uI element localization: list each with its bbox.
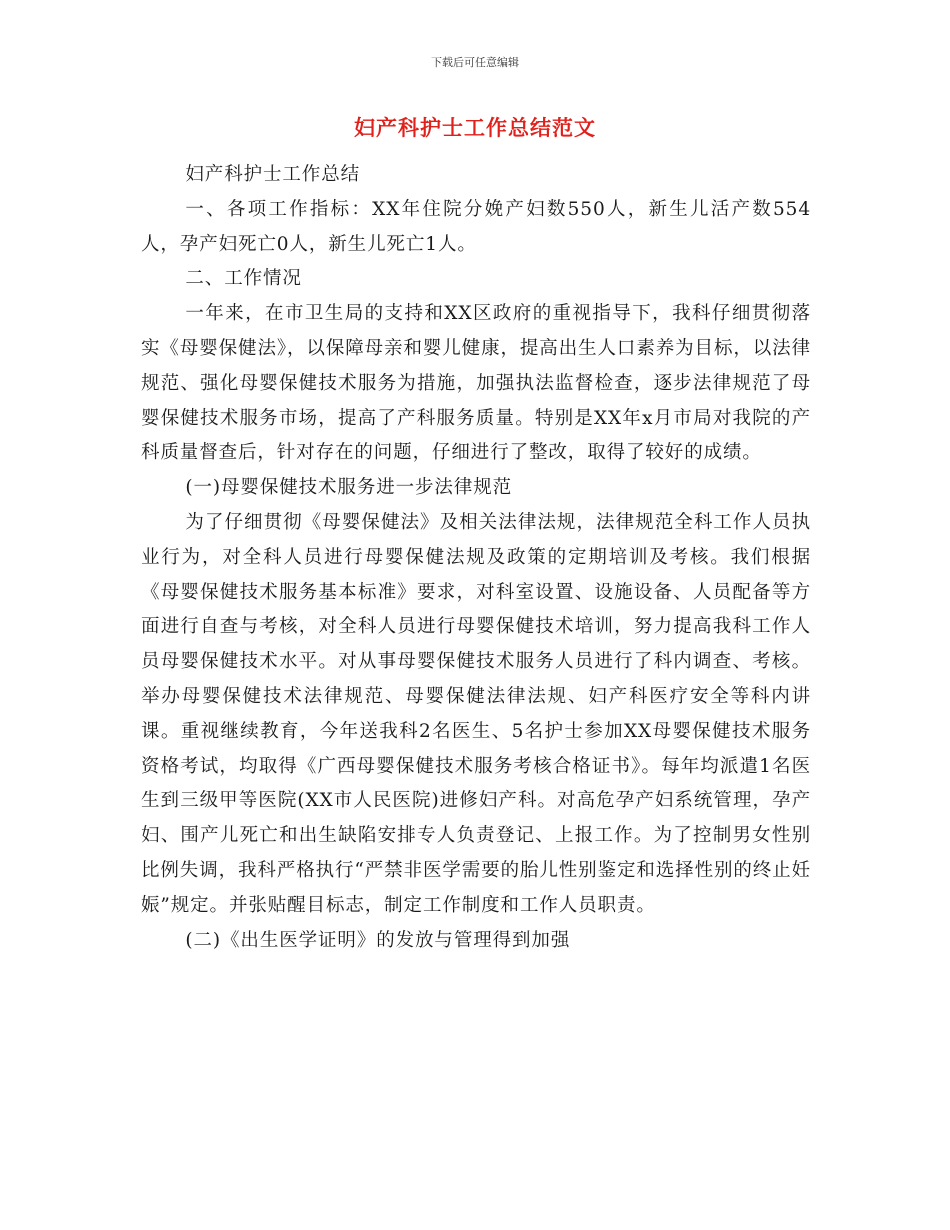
page-header-note: 下载后可任意编辑	[431, 56, 519, 69]
document-title: 妇产科护士工作总结范文	[354, 115, 596, 140]
paragraph-section-1-heading: (一)母婴保健技术服务进一步法律规范	[185, 477, 513, 499]
paragraph-work-indicators: 一、各项工作指标：XX年住院分娩产妇数550人，新生儿活产数554人，孕产妇死亡0人，新生儿死亡1人。	[141, 198, 811, 255]
paragraph-summary-heading: 妇产科护士工作总结	[185, 164, 360, 185]
paragraph-section-2-heading: (二)《出生医学证明》的发放与管理得到加强	[185, 929, 571, 951]
paragraph-section-1-body: 为了仔细贯彻《母婴保健法》及相关法律法规，法律规范全科工作人员执业行为，对全科人员进行母婴保健法规及政策的定期培训及考核。我们根据《母婴保健技术服务基本标准》要求，对科室设置、设施设备、人员配备等方面进行自查与考核，对全科人员进行母婴保健技术培训，努力提高我科工作人员母婴保健技术水平。对从事母婴保健技术服务人员进行了科内调查、考核。举办母婴保健技术法律规范、母婴保健法律法规、妇产科医疗安全等科内讲课。重视继续教育，今年送我科2名医生、5名护士参加XX母婴保健技术服务资格考试，均取得《广西母婴保健技术服务考核合格证书》。每年均派遣1名医生到三级甲等医院(XX市人民医院)进修妇产科。对高危孕产妇系统管理，孕产妇、围产儿死亡和出生缺陷安排专人负责登记、上报工作。为了控制男女性别比例失调，我科严格执行“严禁非医学需要的胎儿性别鉴定和选择性别的终止妊娠”规定。并张贴醒目标志，制定工作制度和工作人员职责。	[141, 511, 811, 916]
document-body	[141, 158, 811, 958]
paragraph-work-situation-heading: 二、工作情况	[185, 268, 302, 290]
paragraph-annual-overview: 一年来，在市卫生局的支持和XX区政府的重视指导下，我科仔细贯彻落实《母婴保健法》，以保障母亲和婴儿健康，提高出生人口素养为目标，以法律规范、强化母婴保健技术服务为措施，加强执法监督检查，逐步法律规范了母婴保健技术服务市场，提高了产科服务质量。特别是XX年x月市局对我院的产科质量督查后，针对存在的问题，仔细进行了整改，取得了较好的成绩。	[141, 303, 811, 464]
